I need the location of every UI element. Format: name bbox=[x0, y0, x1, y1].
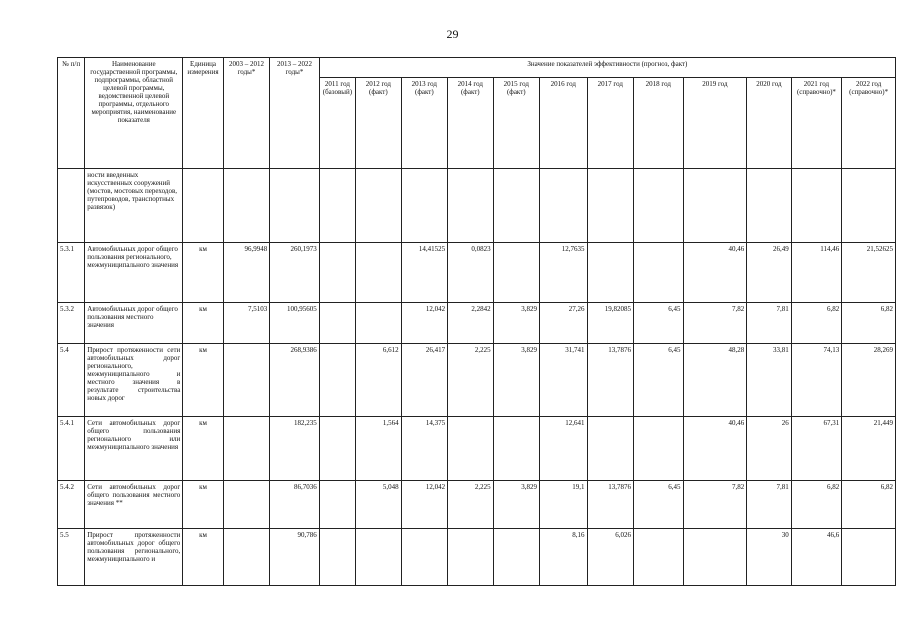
row-value: 6,45 bbox=[634, 344, 684, 417]
header-year: 2015 год (факт) bbox=[493, 78, 539, 169]
row-value: 6,612 bbox=[356, 344, 401, 417]
header-year: 2021 год (справочно)* bbox=[791, 78, 842, 169]
header-year: 2022 год (справочно)* bbox=[842, 78, 896, 169]
row-value bbox=[493, 243, 539, 303]
row-value bbox=[842, 169, 896, 243]
row-value: 48,28 bbox=[683, 344, 747, 417]
row-value bbox=[493, 169, 539, 243]
row-value bbox=[448, 529, 493, 586]
row-value: 21,52625 bbox=[842, 243, 896, 303]
row-period1 bbox=[223, 417, 269, 481]
row-value: 12,042 bbox=[401, 303, 447, 344]
row-period1: 96,9948 bbox=[223, 243, 269, 303]
header-year: 2011 год (базовый) bbox=[319, 78, 355, 169]
row-name: Прирост протяженности сети автомобильных дорог регионального, межмуниципального и местного значения в результате строительства новых дорог bbox=[85, 344, 183, 417]
row-value: 26 bbox=[747, 417, 791, 481]
row-num: 5.4.2 bbox=[58, 481, 85, 529]
header-row-top bbox=[58, 58, 896, 78]
row-value bbox=[401, 529, 447, 586]
row-value: 2,225 bbox=[448, 481, 493, 529]
row-value bbox=[319, 344, 355, 417]
row-value bbox=[493, 529, 539, 586]
row-unit bbox=[183, 169, 223, 243]
header-year: 2018 год bbox=[634, 78, 684, 169]
row-value bbox=[448, 169, 493, 243]
table-row bbox=[58, 417, 896, 481]
row-value bbox=[634, 243, 684, 303]
row-name: Прирост протяженности автомобильных дорог общего пользования регионального, межмуниципального и bbox=[85, 529, 183, 586]
row-name: ности введенных искусственных сооружений (мостов, мостовых переходов, путепроводов, транспортных развязок) bbox=[85, 169, 183, 243]
row-value: 5,048 bbox=[356, 481, 401, 529]
row-value: 30 bbox=[747, 529, 791, 586]
row-value: 74,13 bbox=[791, 344, 842, 417]
row-value bbox=[356, 529, 401, 586]
row-period2: 268,9386 bbox=[270, 344, 320, 417]
header-name: Наименование государственной программы, подпрограммы, областной целевой программы, ведомственной целевой программы, отдельного мероприятия, наименование показателя bbox=[85, 58, 183, 169]
header-num: № п/п bbox=[58, 58, 85, 169]
row-value: 8,16 bbox=[540, 529, 588, 586]
row-value bbox=[683, 529, 747, 586]
row-name: Автомобильных дорог общего пользования местного значения bbox=[85, 303, 183, 344]
row-value bbox=[634, 169, 684, 243]
row-value bbox=[587, 243, 633, 303]
row-value bbox=[747, 169, 791, 243]
row-value: 3,829 bbox=[493, 344, 539, 417]
row-value: 1,564 bbox=[356, 417, 401, 481]
table-row bbox=[58, 529, 896, 586]
row-period2: 90,786 bbox=[270, 529, 320, 586]
row-value: 67,31 bbox=[791, 417, 842, 481]
row-period1: 7,5103 bbox=[223, 303, 269, 344]
row-period2: 260,1973 bbox=[270, 243, 320, 303]
row-num: 5.4.1 bbox=[58, 417, 85, 481]
row-value bbox=[791, 169, 842, 243]
row-value: 19,1 bbox=[540, 481, 588, 529]
header-year: 2013 год (факт) bbox=[401, 78, 447, 169]
header-period-2003-2012: 2003 – 2012 годы* bbox=[223, 58, 269, 169]
row-value: 7,81 bbox=[747, 481, 791, 529]
table-row bbox=[58, 303, 896, 344]
row-num: 5.3.2 bbox=[58, 303, 85, 344]
row-value bbox=[356, 303, 401, 344]
row-value bbox=[319, 169, 355, 243]
row-period2: 86,7036 bbox=[270, 481, 320, 529]
row-value: 6,82 bbox=[842, 481, 896, 529]
row-num: 5.5 bbox=[58, 529, 85, 586]
row-value bbox=[319, 303, 355, 344]
header-unit: Единица измерения bbox=[183, 58, 223, 169]
row-value: 7,81 bbox=[747, 303, 791, 344]
header-period-2013-2022: 2013 – 2022 годы* bbox=[270, 58, 320, 169]
row-num: 5.4 bbox=[58, 344, 85, 417]
row-value bbox=[319, 481, 355, 529]
row-value: 40,46 bbox=[683, 417, 747, 481]
row-value: 0,0823 bbox=[448, 243, 493, 303]
row-value bbox=[587, 417, 633, 481]
row-value bbox=[842, 529, 896, 586]
header-year: 2017 год bbox=[587, 78, 633, 169]
row-value bbox=[540, 169, 588, 243]
row-value bbox=[634, 529, 684, 586]
row-value: 26,417 bbox=[401, 344, 447, 417]
row-period2: 100,95605 bbox=[270, 303, 320, 344]
header-year: 2019 год bbox=[683, 78, 747, 169]
row-period1 bbox=[223, 529, 269, 586]
row-unit: км bbox=[183, 344, 223, 417]
page-number: 29 bbox=[446, 27, 459, 41]
row-value bbox=[634, 417, 684, 481]
row-unit: км bbox=[183, 243, 223, 303]
row-unit: км bbox=[183, 481, 223, 529]
row-value: 12,7635 bbox=[540, 243, 588, 303]
row-value bbox=[356, 169, 401, 243]
row-value bbox=[683, 169, 747, 243]
row-value bbox=[401, 169, 447, 243]
row-name: Автомобильных дорог общего пользования регионального, межмуниципального значения bbox=[85, 243, 183, 303]
row-value: 19,82085 bbox=[587, 303, 633, 344]
row-value: 6,45 bbox=[634, 481, 684, 529]
row-value bbox=[319, 529, 355, 586]
row-value bbox=[319, 417, 355, 481]
row-value: 7,82 bbox=[683, 303, 747, 344]
header-year: 2012 год (факт) bbox=[356, 78, 401, 169]
row-value: 27,26 bbox=[540, 303, 588, 344]
row-value: 28,269 bbox=[842, 344, 896, 417]
table-row bbox=[58, 243, 896, 303]
row-value: 2,225 bbox=[448, 344, 493, 417]
row-value: 40,46 bbox=[683, 243, 747, 303]
row-value: 6,82 bbox=[791, 481, 842, 529]
row-unit: км bbox=[183, 303, 223, 344]
row-value: 13,7876 bbox=[587, 481, 633, 529]
row-period1 bbox=[223, 481, 269, 529]
table-row bbox=[58, 481, 896, 529]
row-value: 33,81 bbox=[747, 344, 791, 417]
row-num: 5.3.1 bbox=[58, 243, 85, 303]
performance-indicators-table bbox=[57, 57, 896, 586]
row-value: 2,2842 bbox=[448, 303, 493, 344]
row-value bbox=[319, 243, 355, 303]
row-value: 6,82 bbox=[791, 303, 842, 344]
row-value: 31,741 bbox=[540, 344, 588, 417]
row-period2: 182,235 bbox=[270, 417, 320, 481]
table-row bbox=[58, 169, 896, 243]
row-value: 6,45 bbox=[634, 303, 684, 344]
row-value: 13,7876 bbox=[587, 344, 633, 417]
header-values-group: Значение показателей эффективности (прогноз, факт) bbox=[319, 58, 895, 78]
header-year: 2016 год bbox=[540, 78, 588, 169]
row-value: 12,641 bbox=[540, 417, 588, 481]
row-value bbox=[448, 417, 493, 481]
table-row bbox=[58, 344, 896, 417]
row-value bbox=[493, 417, 539, 481]
row-value bbox=[356, 243, 401, 303]
row-value: 3,829 bbox=[493, 481, 539, 529]
row-value: 12,042 bbox=[401, 481, 447, 529]
row-value: 7,82 bbox=[683, 481, 747, 529]
row-unit: км bbox=[183, 529, 223, 586]
row-value: 14,41525 bbox=[401, 243, 447, 303]
row-value: 46,6 bbox=[791, 529, 842, 586]
row-value bbox=[587, 169, 633, 243]
row-value: 3,829 bbox=[493, 303, 539, 344]
row-period1 bbox=[223, 169, 269, 243]
header-year: 2014 год (факт) bbox=[448, 78, 493, 169]
row-unit: км bbox=[183, 417, 223, 481]
header-year: 2020 год bbox=[747, 78, 791, 169]
row-name: Сети автомобильных дорог общего пользования регионального или межмуниципального значения bbox=[85, 417, 183, 481]
row-period1 bbox=[223, 344, 269, 417]
row-num bbox=[58, 169, 85, 243]
row-value: 114,46 bbox=[791, 243, 842, 303]
row-value: 14,375 bbox=[401, 417, 447, 481]
row-value: 6,82 bbox=[842, 303, 896, 344]
row-value: 6,026 bbox=[587, 529, 633, 586]
row-value: 21,449 bbox=[842, 417, 896, 481]
row-name: Сети автомобильных дорог общего пользования местного значения ** bbox=[85, 481, 183, 529]
row-value: 26,49 bbox=[747, 243, 791, 303]
row-period2 bbox=[270, 169, 320, 243]
